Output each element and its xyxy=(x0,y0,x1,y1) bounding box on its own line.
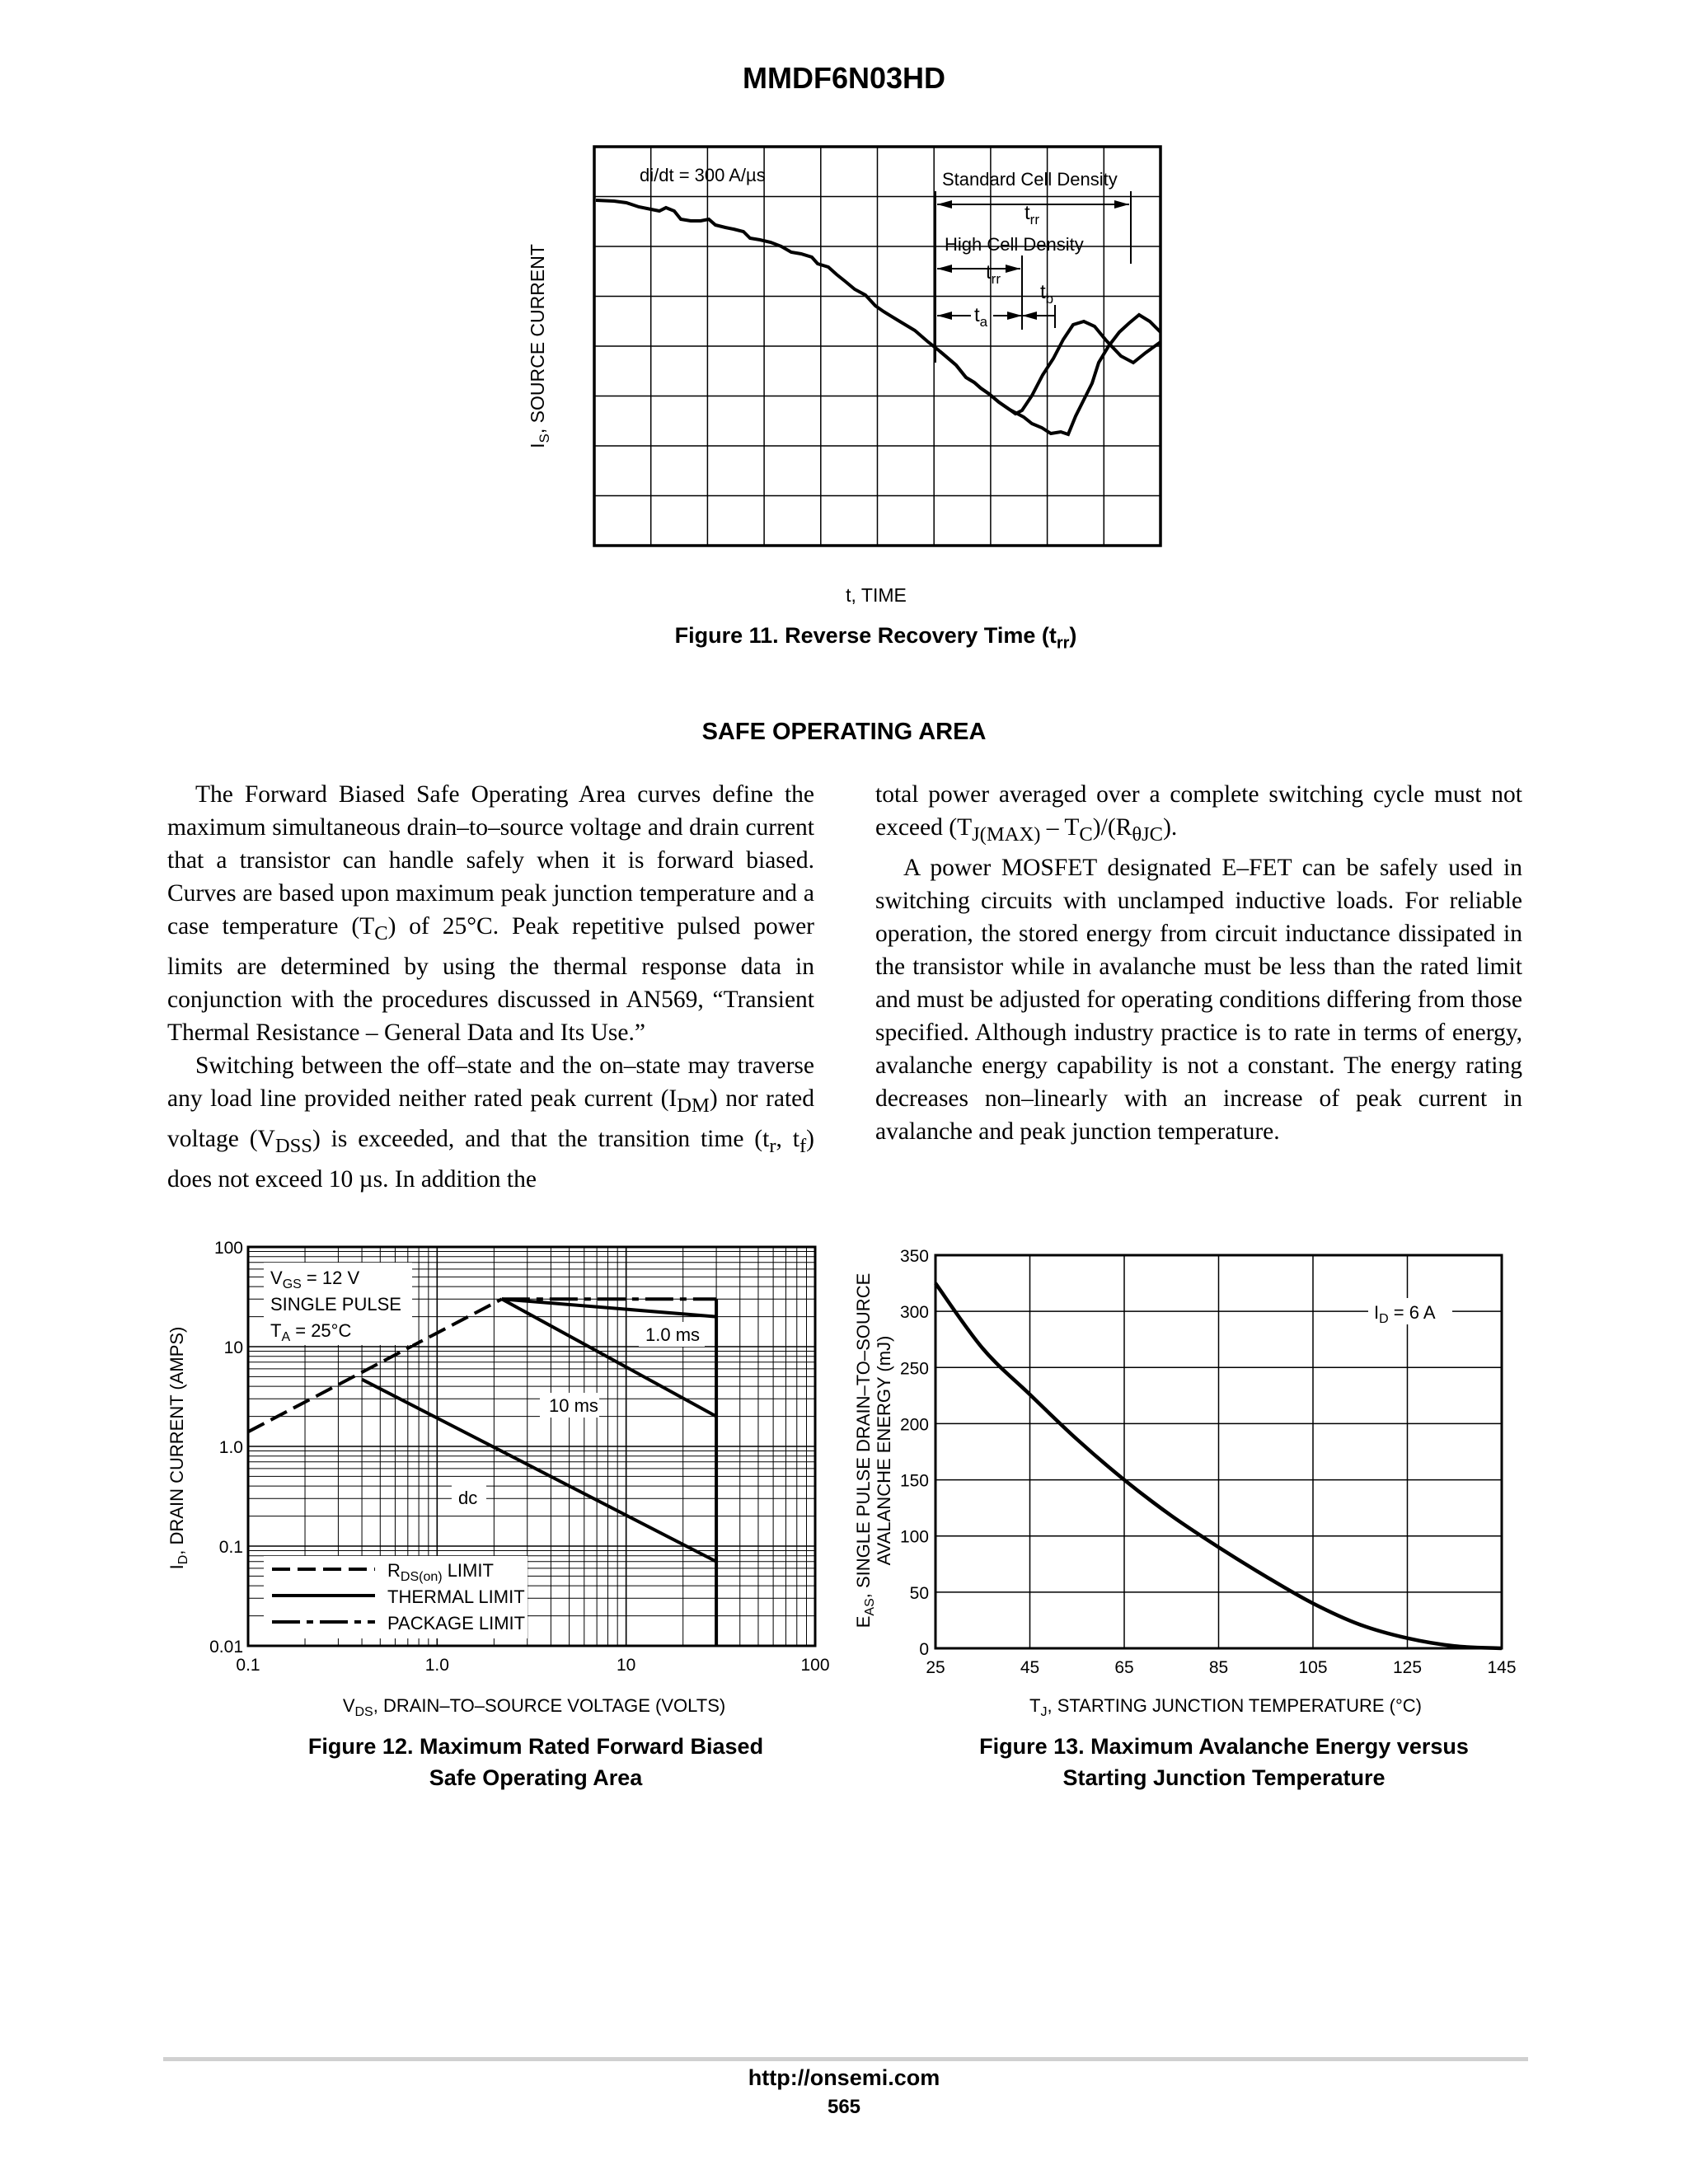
caption-line: Figure 13. Maximum Avalanche Energy versus xyxy=(979,1734,1469,1759)
figure-12-x-axis-label: $V_{DS}$, DRAIN–TO–SOURCE VOLTAGE (VOLTS) xyxy=(342,1695,726,1719)
soa-series-dc xyxy=(362,1380,716,1562)
vgs-condition: $V_{GS} = 12$ V xyxy=(270,1268,360,1291)
y-tick-label: 100 xyxy=(213,1239,243,1258)
x-tick-label: 10 xyxy=(616,1656,636,1675)
figure-12-soa-chart xyxy=(157,1228,849,1722)
arrowhead-left-icon xyxy=(937,265,952,273)
x-tick-label: 85 xyxy=(1208,1658,1229,1677)
label-1ms: 1.0 ms xyxy=(645,1324,701,1345)
x-tick-label: 0.1 xyxy=(236,1656,260,1675)
x-tick-label: 25 xyxy=(926,1658,945,1677)
high-cell-density-label: High Cell Density xyxy=(945,234,1084,255)
y-tick-label: 300 xyxy=(899,1303,929,1323)
label-dc: dc xyxy=(458,1488,478,1508)
x-tick-label: 45 xyxy=(1020,1658,1040,1677)
arrowhead-left-icon xyxy=(937,312,952,320)
tb-label: $t_b$ xyxy=(1040,281,1054,307)
paragraph: Switching between the off–state and the on–state may traverse any load line provided neither rated peak current $(I_{DM})$ nor rated voltage $(V_{DSS})$ is exceeded, and that the transition time ($t_r$, $t_f$) does not exceed 10 µs. In addition the xyxy=(167,1052,814,1193)
y-tick-label: 350 xyxy=(899,1247,929,1266)
label-10ms: 10 ms xyxy=(549,1395,598,1416)
figure-13-avalanche-energy-chart xyxy=(837,1228,1537,1722)
high-cell-recovery-curve xyxy=(940,321,1160,414)
left-text-column xyxy=(167,778,814,1196)
y-tick-label: 200 xyxy=(899,1415,929,1435)
figure-11-x-axis-label: t, TIME xyxy=(846,584,907,606)
footer-url-link[interactable]: http://onsemi.com xyxy=(748,2065,940,2090)
x-tick-label: 100 xyxy=(800,1656,830,1675)
figure-12-caption xyxy=(247,1731,824,1793)
section-heading: SAFE OPERATING AREA xyxy=(701,719,987,745)
right-text-column xyxy=(875,778,1522,1148)
figure-13-y-axis-label-line2: AVALANCHE ENERGY (mJ) xyxy=(874,1335,894,1566)
ta-label: $t_a$ xyxy=(974,304,988,330)
page-number: 565 xyxy=(827,2096,861,2118)
figure-11-y-axis-label: $I_S$, SOURCE CURRENT xyxy=(527,244,552,448)
figure-13-x-axis-label: $T_J$, STARTING JUNCTION TEMPERATURE (°C) xyxy=(1029,1695,1422,1719)
y-tick-label: 0 xyxy=(919,1640,929,1659)
legend-thermal-label: THERMAL LIMIT xyxy=(387,1586,525,1607)
single-pulse-condition: SINGLE PULSE xyxy=(270,1294,401,1315)
arrowhead-left-icon xyxy=(1022,312,1037,320)
paragraph: total power averaged over a complete switching cycle must not exceed $(T_{J(MAX)} - T_C)/(R_{\theta JC})$. xyxy=(875,781,1522,846)
document-title: MMDF6N03HD xyxy=(742,61,946,95)
arrowhead-right-icon xyxy=(1006,265,1020,273)
standard-cell-density-label: Standard Cell Density xyxy=(942,169,1118,190)
caption-line: Starting Junction Temperature xyxy=(1062,1765,1386,1790)
y-tick-label: 100 xyxy=(899,1527,929,1547)
x-tick-label: 105 xyxy=(1298,1658,1328,1677)
y-tick-label: 250 xyxy=(899,1359,929,1379)
legend-package-label: PACKAGE LIMIT xyxy=(387,1613,526,1633)
y-tick-label: 150 xyxy=(899,1471,929,1491)
figure-12-y-axis-label: $I_D$, DRAIN CURRENT (AMPS) xyxy=(166,1326,190,1570)
figure-13-caption xyxy=(894,1731,1554,1793)
x-tick-label: 65 xyxy=(1114,1658,1134,1677)
id-6a-label: $I_D = 6$ A xyxy=(1374,1302,1436,1326)
figure-11-caption: Figure 11. Reverse Recovery Time $(t_{rr})$ xyxy=(674,623,1077,653)
y-tick-label: 0.1 xyxy=(218,1538,243,1557)
footer-divider xyxy=(163,2057,1528,2061)
y-tick-label: 0.01 xyxy=(209,1638,243,1657)
ta-condition: $T_A = 25^\circ C$ xyxy=(270,1320,352,1344)
arrowhead-left-icon xyxy=(937,200,952,209)
x-tick-label: 1.0 xyxy=(424,1656,449,1675)
y-tick-label: 10 xyxy=(223,1338,243,1357)
high-trr-label: $t_{rr}$ xyxy=(986,261,1001,287)
y-tick-label: 50 xyxy=(909,1583,929,1603)
soa-series-1-0-ms xyxy=(502,1299,716,1316)
paragraph: The Forward Biased Safe Operating Area curves define the maximum simultaneous drain–to–source voltage and drain current that a transistor can handle safely when it is forward biased. Curves are based upon maximum peak junction temperature and a case temperature $(T_C)$ of 25°C. Peak repetitive pulsed power limits are determined by using the thermal response data in conjunction with the procedures discussed in AN569, “Transient Thermal Resistance – General Data and Its Use.” xyxy=(167,781,815,1046)
legend-rds-label: $R_{DS(on)}$ LIMIT xyxy=(387,1560,494,1584)
y-tick-label: 1.0 xyxy=(218,1438,243,1457)
x-tick-label: 125 xyxy=(1392,1658,1423,1677)
standard-trr-label: $t_{rr}$ xyxy=(1025,202,1039,227)
arrowhead-right-icon xyxy=(1114,200,1129,209)
figure-11-reverse-recovery-chart xyxy=(495,132,1203,618)
didt-label: di/dt = 300 A/µs xyxy=(640,165,766,185)
x-tick-label: 145 xyxy=(1487,1658,1517,1677)
caption-line: Figure 12. Maximum Rated Forward Biased xyxy=(307,1734,764,1759)
arrowhead-right-icon xyxy=(1007,312,1022,320)
figure-13-y-axis-label-line1: $E_{AS}$, SINGLE PULSE DRAIN–TO–SOURCE xyxy=(853,1272,877,1629)
caption-line: Safe Operating Area xyxy=(429,1765,643,1790)
paragraph: A power MOSFET designated E–FET can be safely used in switching circuits with unclamped inductive loads. For reliable operation, the stored energy from circuit inductance dissipated in the transistor while in avalanche must be less than the rated limit and must be adjusted for operating conditions differing from those specified. Although industry practice is to rate in terms of energy, avalanche energy capability is not a constant. The energy rating decreases non–linearly with an increase of peak current in avalanche and peak junction temperature. xyxy=(875,854,1522,1145)
